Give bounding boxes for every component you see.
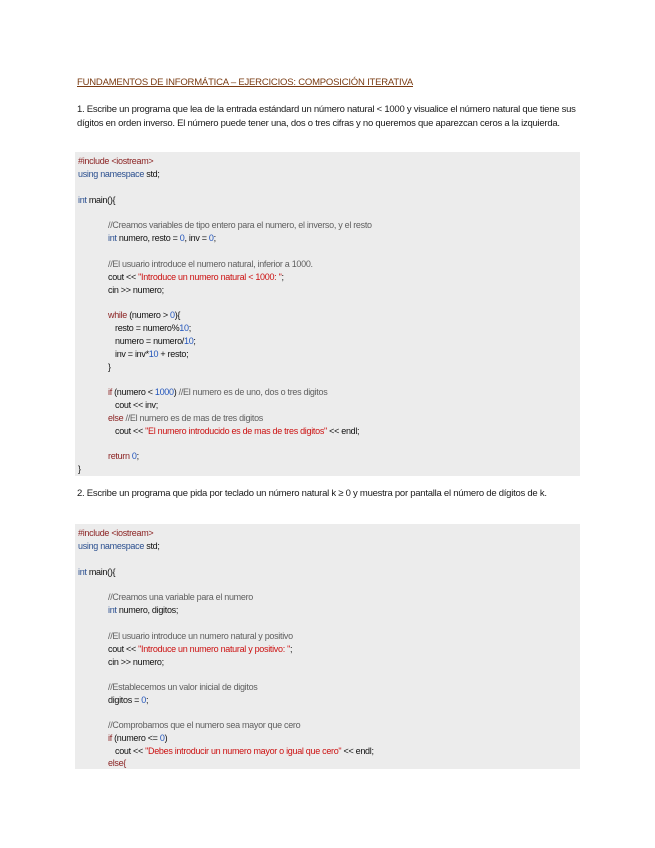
code-token: else: [108, 413, 126, 423]
code-token: using namespace: [78, 541, 147, 551]
code-token: int: [108, 233, 119, 243]
code-token: resto = numero%: [115, 323, 180, 333]
code-line: [108, 732, 167, 744]
code-token: 1000: [154, 387, 174, 397]
code-token: <iostream>: [111, 156, 154, 166]
code-token: "Introduce un numero natural < 1000: ": [138, 272, 282, 282]
code-line: [78, 540, 160, 552]
code-token: 0: [170, 310, 175, 320]
code-token: using namespace: [78, 169, 147, 179]
code-token: 10: [179, 323, 189, 333]
code-token: int: [78, 567, 89, 577]
code-line: [115, 348, 188, 360]
code-token: 10: [148, 349, 159, 359]
code-token: 0: [159, 733, 165, 743]
code-line: [115, 745, 374, 757]
code-token: << endl;: [326, 426, 360, 436]
code-token: //El numero es de uno, dos o tres digitos: [178, 387, 328, 397]
code-token: numero, resto =: [118, 233, 180, 243]
code-line: [108, 604, 178, 616]
code-comment: //El usuario introduce el numero natural, inferior a 1000.: [108, 259, 313, 269]
code-comment: //Creamos una variable para el numero: [108, 592, 253, 602]
code-token: cout <<: [115, 746, 146, 756]
code-line: [108, 386, 327, 398]
code-token: int: [108, 605, 119, 615]
code-comment: //Establecemos un valor inicial de digitos: [108, 682, 258, 692]
code-comment: //El usuario introduce un numero natural y positivo: [108, 631, 293, 641]
code-token: if: [108, 733, 115, 743]
code-line: }: [78, 464, 81, 474]
code-line: [115, 335, 196, 347]
code-token: return: [108, 451, 132, 461]
code-token: <iostream>: [111, 528, 154, 538]
code-line: cin >> numero;: [108, 285, 164, 295]
code-token: //El numero es de mas de tres digitos: [125, 413, 263, 423]
code-token: 0: [141, 695, 146, 705]
code-token: + resto;: [158, 349, 189, 359]
code-token: digitos =: [108, 695, 142, 705]
code-token: ;: [188, 323, 191, 333]
code-token: #include: [78, 528, 112, 538]
code-comment: //Comprobamos que el numero sea mayor que cero: [108, 720, 301, 730]
code-token: 10: [184, 336, 194, 346]
code-token: ): [173, 387, 179, 397]
code-line: [108, 694, 148, 706]
code-line: cout << inv;: [115, 400, 158, 410]
code-line: [78, 168, 160, 180]
code-token: (numero <: [114, 387, 155, 397]
code-token: std;: [146, 169, 160, 179]
code-line: [108, 232, 216, 244]
code-line: [108, 412, 263, 424]
document-title: FUNDAMENTOS DE INFORMÁTICA – EJERCICIOS: COMPOSICIÓN ITERATIVA: [77, 77, 413, 88]
code-token: "Introduce un numero natural y positivo: ": [138, 644, 291, 654]
code-block-2: [75, 524, 580, 769]
code-token: numero = numero/: [115, 336, 184, 346]
code-token: "El numero introducido es de mas de tres digitos": [145, 426, 327, 436]
code-line: [108, 450, 139, 462]
code-block-1: [75, 152, 580, 476]
code-line: else{: [108, 758, 127, 768]
code-line: }: [108, 362, 111, 372]
code-token: ;: [146, 695, 149, 705]
code-token: 0: [208, 233, 214, 243]
code-token: int: [78, 195, 89, 205]
code-token: , inv =: [184, 233, 209, 243]
code-token: ;: [290, 644, 293, 654]
code-line: [108, 309, 180, 321]
code-token: 0: [179, 233, 185, 243]
code-token: ;: [281, 272, 284, 282]
code-token: main(){: [88, 195, 116, 205]
code-line: [108, 271, 284, 283]
code-line: [108, 643, 292, 655]
code-token: cout <<: [108, 644, 139, 654]
code-token: (numero <=: [114, 733, 160, 743]
code-token: inv = inv*: [115, 349, 149, 359]
code-token: while: [108, 310, 130, 320]
code-token: cout <<: [108, 272, 139, 282]
code-token: #include: [78, 156, 112, 166]
exercise-2-statement: 2. Escribe un programa que pida por teclado un número natural k ≥ 0 y muestra por pantalla el número de dígitos de k.: [77, 488, 547, 499]
code-line: cin >> numero;: [108, 657, 164, 667]
code-line: [78, 566, 115, 578]
code-token: (numero >: [129, 310, 170, 320]
code-token: << endl;: [341, 746, 374, 756]
code-token: "Debes introducir un numero mayor o igual que cero": [145, 746, 342, 756]
code-token: 0: [131, 451, 137, 461]
code-token: std;: [146, 541, 160, 551]
exercise-1-statement: 1. Escribe un programa que lea de la entrada estándard un número natural < 1000 y visualice el número natural que tiene sus dígitos en orden inverso. El número puede tener una, dos o tres cifras y no queremos que aparezcan ceros a la izquierda.: [77, 104, 576, 129]
code-token: cout <<: [115, 426, 146, 436]
code-line: [78, 527, 153, 539]
code-line: [78, 194, 115, 206]
code-token: main(){: [88, 567, 116, 577]
code-token: ;: [193, 336, 196, 346]
code-token: ;: [213, 233, 216, 243]
code-comment: //Creamos variables de tipo entero para el numero, el inverso, y el resto: [108, 220, 372, 230]
code-token: if: [108, 387, 115, 397]
code-line: [115, 322, 191, 334]
code-line: [78, 155, 153, 167]
code-line: [115, 425, 359, 437]
code-token: ): [164, 733, 168, 743]
code-token: ;: [136, 451, 139, 461]
code-token: ){: [174, 310, 181, 320]
code-token: numero, digitos;: [118, 605, 179, 615]
